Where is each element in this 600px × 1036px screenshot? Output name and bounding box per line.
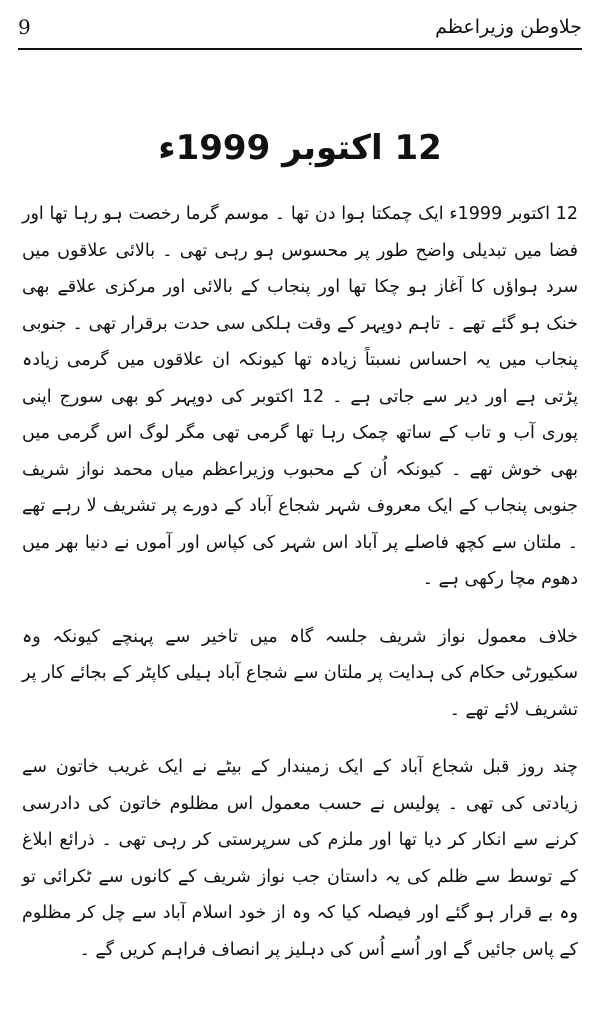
header-rule — [18, 48, 582, 50]
book-title: جلاوطن وزیراعظم — [435, 16, 582, 38]
running-header — [18, 10, 582, 44]
page-number: 9 — [18, 15, 31, 39]
paragraph-3: چند روز قبل شجاع آباد کے ایک زمیندار کے بیٹے نے ایک غریب خاتون سے زیادتی کی تھی ۔ پولیس نے حسب معمول اس مظلوم خاتون کی دادرسی کرنے سے انکار کر دیا تھا اور ملزم کی سرپرستی کر رہی تھی ۔ ذرائع ابلاغ کے توسط سے ظلم کی یہ داستان جب نواز شریف کے کانوں سے ٹکرائی تو وہ بے قرار ہو گئے اور فیصلہ کیا کہ وہ از خود اسلام آباد سے چل کر مظلوم کے پاس جائیں گے اور اُسے اُس کی دہلیز پر انصاف فراہم کریں گے ۔ — [22, 757, 578, 960]
body-text — [22, 196, 578, 989]
paragraph-1: 12 اکتوبر 1999ء ایک چمکتا ہوا دن تھا ۔ موسم گرما رخصت ہو رہا تھا اور فضا میں تبدیلی واضح طور پر محسوس ہو رہی تھی ۔ بالائی علاقوں میں سرد ہواؤں کا آغاز ہو چکا تھا اور پنجاب کے بالائی اور مرکزی علاقے بھی خنک ہو گئے تھے ۔ تاہم دوپہر کے وقت ہلکی سی حدت برقرار تھی ۔ جنوبی پنجاب میں یہ احساس نسبتاً زیادہ تھا کیونکہ ان علاقوں میں گرمی زیادہ پڑتی ہے اور دیر سے جاتی ہے ۔ 12 اکتوبر کی دوپہر کو بھی سورج اپنی پوری آب و تاب کے ساتھ چمک رہا تھا گرمی تھی مگر لوگ اس گرمی میں بھی خوش تھے ۔ کیونکہ اُن کے محبوب وزیراعظم میاں محمد نواز شریف جنوبی پنجاب کے ایک معروف شہر شجاع آباد کے دورے پر تشریف لا رہے تھے ۔ ملتان سے کچھ فاصلے پر آباد اس شہر کی کپاس اور آموں نے دنیا بھر میں دھوم مچا رکھی ہے ۔ — [22, 204, 579, 589]
paragraph-2: خلاف معمول نواز شریف جلسہ گاہ میں تاخیر سے پہنچے کیونکہ وہ سکیورٹی حکام کی ہدایت پر ملتان سے شجاع آباد ہیلی کاپٹر کے بجائے کار پر تشریف لائے تھے ۔ — [22, 626, 578, 720]
chapter-title: 12 اکتوبر 1999ء — [158, 128, 442, 168]
